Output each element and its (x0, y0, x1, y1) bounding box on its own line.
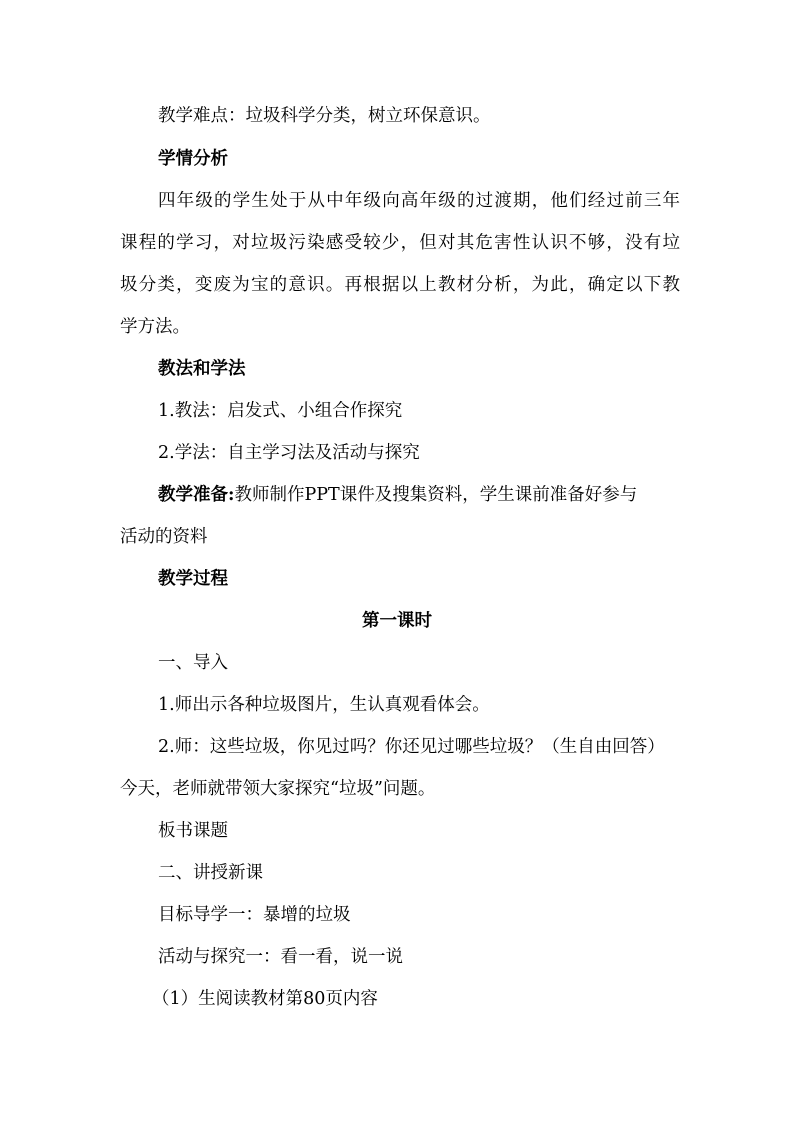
method-learning-item: 2.学法：自主学习法及活动与探究 (158, 443, 420, 463)
section-intro-heading: 一、导入 (158, 653, 228, 673)
learning-analysis-heading: 学情分析 (158, 149, 228, 169)
preparation-text: 教师制作PPT课件及搜集资料，学生课前准备好参与 (234, 485, 638, 505)
section-new-heading: 二、讲授新课 (158, 863, 263, 883)
lesson-title: 第一课时 (362, 611, 432, 631)
board-title-line: 板书课题 (158, 821, 228, 841)
preparation-line-cont: 活动的资料 (120, 527, 208, 547)
intro-item-2: 2.师：这些垃圾，你见过吗？你还见过哪些垃圾？（生自由回答） (158, 737, 665, 757)
preparation-line (158, 485, 718, 505)
activity-1-step-1: （1）生阅读教材第80页内容 (152, 989, 378, 1009)
process-heading: 教学过程 (158, 569, 228, 589)
learning-analysis-line-4: 学方法。 (120, 317, 190, 337)
goal-1-line: 目标导学一：暴增的垃圾 (158, 905, 351, 925)
learning-analysis-line-1: 四年级的学生处于从中年级向高年级的过渡期，他们经过前三年 (158, 191, 680, 211)
intro-item-2-cont: 今天，老师就带领大家探究“垃圾”问题。 (120, 779, 436, 799)
learning-analysis-line-3: 圾分类，变废为宝的意识。再根据以上教材分析，为此，确定以下教 (120, 275, 680, 295)
preparation-label: 教学准备: (158, 485, 235, 505)
intro-item-1: 1.师出示各种垃圾图片，生认真观看体会。 (158, 695, 490, 715)
key-difficulty-line: 教学难点：垃圾科学分类，树立环保意识。 (158, 106, 491, 126)
method-teaching-item: 1.教法：启发式、小组合作探究 (158, 401, 403, 421)
activity-1-line: 活动与探究一：看一看，说一说 (158, 947, 403, 967)
methods-heading: 教法和学法 (158, 359, 246, 379)
learning-analysis-line-2: 课程的学习，对垃圾污染感受较少，但对其危害性认识不够，没有垃 (120, 233, 680, 253)
